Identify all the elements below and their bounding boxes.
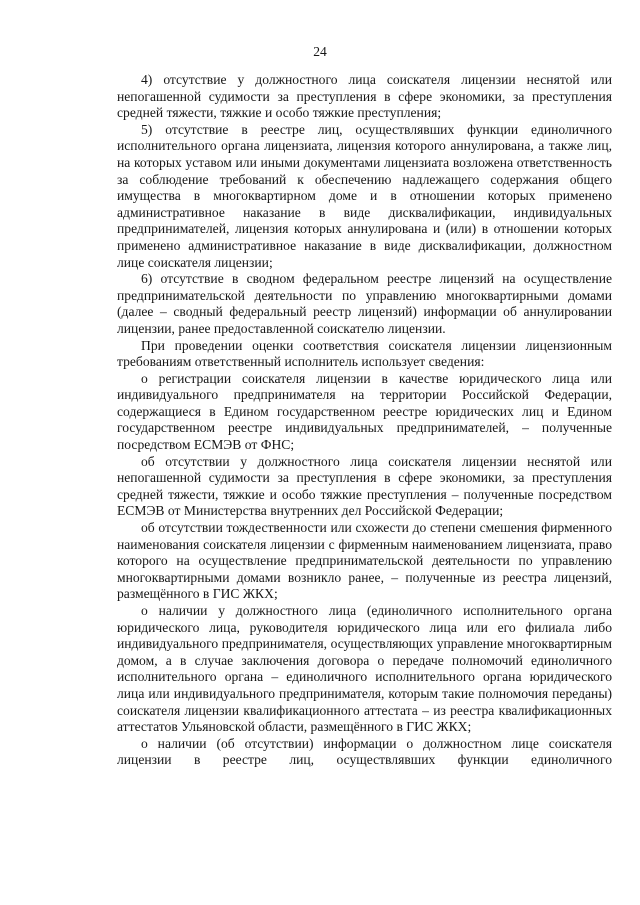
paragraph-company-name-info: об отсутствии тождественности или схожести до степени смешения фирменного наименования соискателя лицензии с фирменным наименованием лицензиата, право которого на осуществление предпринимательской деятельности по управлению многоквартирными домами возникло ранее, – полученные из реестра лицензий, размещённого в ГИС ЖКХ;	[117, 520, 612, 602]
paragraph-qualification-certificate-info: о наличии у должностного лица (единоличного исполнительного органа юридического лица, руководителя юридического лица или его филиала либо индивидуального предпринимателя, осуществляющих управление многоквартирным домом, а в случае заключения договора о передаче полномочий единоличного исполнительного органа – единоличного исполнительного органа юридического лица или индивидуального предпринимателя, которым такие полномочия переданы) соискателя лицензии квалификационного аттестата – из реестра квалификационных аттестатов Ульяновской области, размещённого в ГИС ЖКХ;	[117, 603, 612, 735]
paragraph-registry-info: о наличии (об отсутствии) информации о должностном лице соискателя лицензии в реестре лиц, осуществлявших функции единоличного	[117, 735, 612, 768]
paragraph-item-4: 4) отсутствие у должностного лица соискателя лицензии неснятой или непогашенной судимости за преступления в сфере экономики, за преступления средней тяжести, тяжкие и особо тяжкие преступления;	[117, 72, 612, 121]
paragraph-registration-info: о регистрации соискателя лицензии в качестве юридического лица или индивидуального предпринимателя на территории Российской Федерации, содержащиеся в Едином государственном реестре юридических лиц и Едином государственном реестре индивидуальных предпринимателей, – полученные посредством ЕСМЭВ от ФНС;	[117, 370, 612, 453]
paragraph-assessment-intro: При проведении оценки соответствия соискателя лицензии лицензионным требованиям ответственный исполнитель использует сведения:	[117, 337, 612, 370]
paragraph-criminal-record-info: об отсутствии у должностного лица соискателя лицензии неснятой или непогашенной судимости за преступления в сфере экономики, за преступления средней тяжести, тяжкие и особо тяжкие преступления – полученные посредством ЕСМЭВ от Министерства внутренних дел Российской Федерации;	[117, 453, 612, 519]
paragraph-item-5: 5) отсутствие в реестре лиц, осуществлявших функции единоличного исполнительного органа лицензиата, лицензия которого аннулирована, а также лиц, на которых уставом или иными документами лицензиата возложена ответственность за соблюдение требований к обеспечению надлежащего содержания общего имущества в многоквартирном доме и в отношении которых применено административное наказание в виде дисквалификации, индивидуальных предпринимателей, лицензия которых аннулирована и (или) в отношении которых применено административное наказание в виде дисквалификации, должностном лице соискателя лицензии;	[117, 121, 612, 270]
paragraph-item-6: 6) отсутствие в сводном федеральном реестре лицензий на осуществление предпринимательской деятельности по управлению многоквартирными домами (далее – сводный федеральный реестр лицензий) информации об аннулировании лицензии, ранее предоставленной соискателю лицензии.	[117, 271, 612, 336]
document-body	[117, 72, 612, 769]
page-number: 24	[313, 44, 327, 59]
